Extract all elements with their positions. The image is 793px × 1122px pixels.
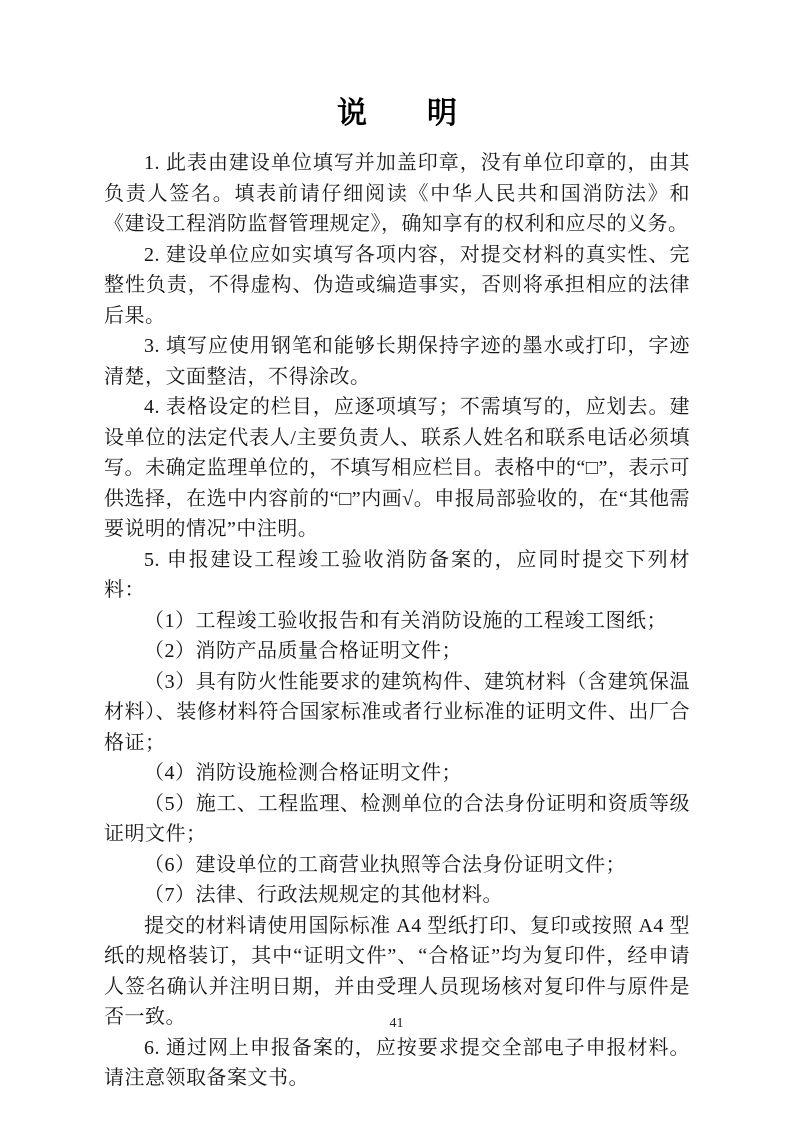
paragraph-1: 1. 此表由建设单位填写并加盖印章，没有单位印章的，由其负责人签名。填表前请仔细阅读《中华人民共和国消防法》和《建设工程消防监督管理规定》，确知享有的权利和应尽的义务。	[104, 152, 690, 235]
paragraph-6: 6. 通过网上申报备案的，应按要求提交全部电子申报材料。请注意领取备案文书。	[104, 1036, 690, 1089]
paragraph-3: 3. 填写应使用钢笔和能够长期保持字迹的墨水或打印，字迹清楚，文面整洁，不得涂改。	[104, 335, 690, 388]
list-item-2: （2）消防产品质量合格证明文件；	[144, 640, 462, 662]
page-title: 说 明	[337, 97, 457, 130]
paragraph-2: 2. 建设单位应如实填写各项内容，对提交材料的真实性、完整性负责，不得虚构、伪造或编造事实，否则将承担相应的法律后果。	[104, 243, 690, 327]
paragraph-5: 5. 申报建设工程竣工验收消防备案的，应同时提交下列材料：	[104, 548, 690, 601]
instructions-body	[104, 94, 690, 1094]
list-item-3: （3）具有防火性能要求的建筑构件、建筑材料（含建筑保温材料）、装修材料符合国家标准或者行业标准的证明文件、出厂合格证；	[104, 670, 690, 754]
paragraph-4: 4. 表格设定的栏目，应逐项填写；不需填写的，应划去。建设单位的法定代表人/主要负责人、联系人姓名和联系电话必须填写。未确定监理单位的，不填写相应栏目。表格中的“□”，表示可供选择，在选中内容前的“□”内画√。申报局部验收的，在“其他需要说明的情况”中注明。	[104, 396, 690, 540]
paragraph-materials-note: 提交的材料请使用国际标准 A4 型纸打印、复印或按照 A4 型纸的规格装订，其中“证明文件”、“合格证”均为复印件，经申请人签名确认并注明日期，并由受理人员现场核对复印件与原件是否一致。	[104, 914, 690, 1028]
page-number: 41	[389, 1016, 404, 1031]
list-item-6: （6）建设单位的工商营业执照等合法身份证明文件；	[144, 853, 626, 876]
list-item-7: （7）法律、行政法规规定的其他材料。	[144, 884, 503, 906]
list-item-5: （5）施工、工程监理、检测单位的合法身份证明和资质等级证明文件；	[104, 792, 690, 845]
list-item-1: （1）工程竣工验收报告和有关消防设施的工程竣工图纸；	[144, 609, 667, 632]
list-item-4: （4）消防设施检测合格证明文件；	[144, 762, 462, 784]
